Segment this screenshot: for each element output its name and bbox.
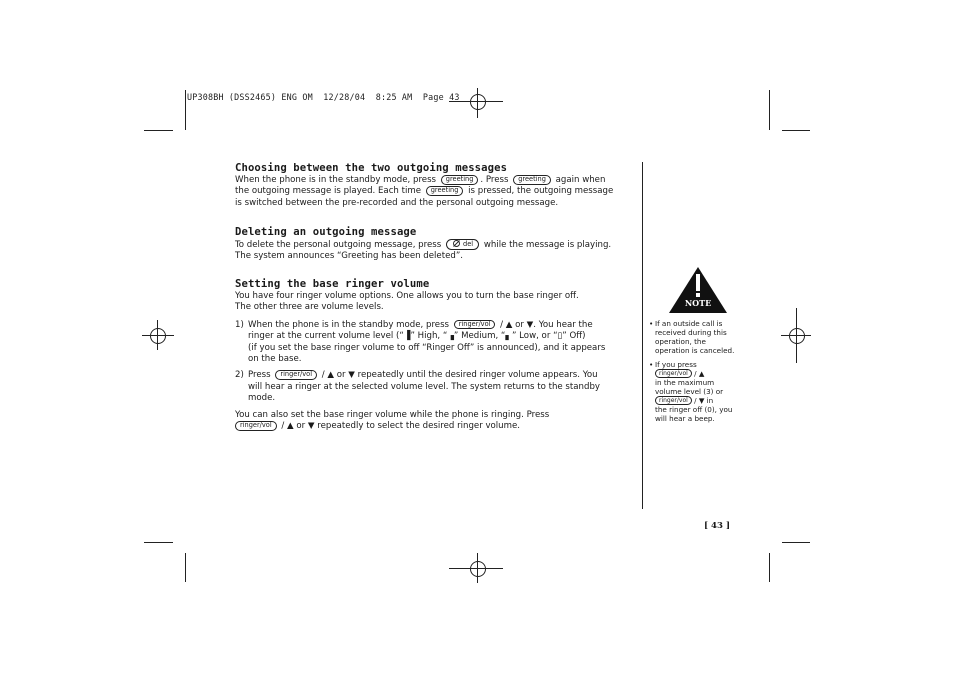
section-title: Setting the base ringer volume (235, 278, 430, 290)
sidebar-notes (649, 319, 741, 423)
greeting-key: greeting (513, 175, 551, 185)
crop-mark (185, 553, 186, 582)
crop-mark (144, 542, 173, 543)
section-deleting (235, 226, 635, 263)
registration-mark (150, 328, 166, 344)
body-text: You have four ringer volume options. One allows you to turn the base ringer off. (235, 291, 579, 301)
column-divider (642, 162, 643, 509)
ringer-vol-key: ringer/vol (235, 421, 277, 431)
section-ringer (235, 278, 635, 432)
list-item: • If an outside call is received during this operation, the operation is canceled. (649, 319, 735, 355)
list-item: • If you press ringer/vol / ▲ in the maximum volume level (3) or ringer/vol / ▼ in the ringer off (0), you will hear a beep. (649, 360, 733, 423)
crop-mark (769, 553, 770, 582)
ringer-vol-key: ringer/vol (454, 320, 496, 330)
body-text: The other three are volume levels. (235, 302, 384, 313)
registration-mark (470, 561, 486, 577)
section-title: Choosing between the two outgoing messages (235, 162, 508, 174)
body-text: When the phone is in the standby mode, press greeting . Press greeting again when (235, 175, 606, 185)
section-title: Deleting an outgoing message (235, 226, 417, 238)
registration-mark (470, 94, 486, 110)
body-text: the outgoing message is played. Each time greeting is pressed, the outgoing message (235, 186, 614, 197)
crop-mark (144, 130, 173, 131)
greeting-key: greeting (426, 186, 464, 196)
list-item: 2) Press ringer/vol / ▲ or ▼ repeatedly until the desired ringer volume appears. You will hear a ringer at the selected volume level. The system returns to the standby mode. (235, 370, 600, 404)
body-text: is switched between the pre-recorded and the personal outgoing message. (235, 197, 559, 208)
crop-mark (782, 542, 810, 543)
section-choosing (235, 162, 635, 209)
body-text: To delete the personal outgoing message, press del while the message is playing. (235, 240, 612, 250)
note-label: NOTE (684, 298, 712, 308)
delete-icon (452, 240, 461, 247)
crop-mark (185, 90, 186, 130)
ringer-vol-key: ringer/vol (655, 396, 692, 405)
crop-mark (769, 90, 770, 130)
body-text: ringer/vol / ▲ or ▼ repeatedly to select the desired ringer volume. (235, 421, 635, 432)
delete-key: del (446, 239, 479, 250)
ringer-vol-key: ringer/vol (275, 370, 317, 380)
greeting-key: greeting (441, 175, 479, 185)
registration-mark (789, 328, 805, 344)
note-icon (667, 265, 729, 315)
body-text: The system announces “Greeting has been deleted”. (235, 251, 464, 262)
print-header: UP308BH (DSS2465) ENG OM 12/28/04 8:25 AM Page 43 (187, 92, 460, 102)
list-item: 1) When the phone is in the standby mode, press ringer/vol / ▲ or ▼. You hear the ringer at the current volume level (“▐” High, “▗” Medium, “▖” Low, or “▯” Off) (if you set the base ringer volume to off “Ringer Off” is announced), and it appears on the base. (235, 319, 606, 365)
ringer-vol-key: ringer/vol (655, 369, 692, 378)
body-text: You can also set the base ringer volume while the phone is ringing. Press (235, 409, 550, 420)
crop-mark (782, 130, 810, 131)
page-number: [ 43 ] (704, 521, 731, 531)
